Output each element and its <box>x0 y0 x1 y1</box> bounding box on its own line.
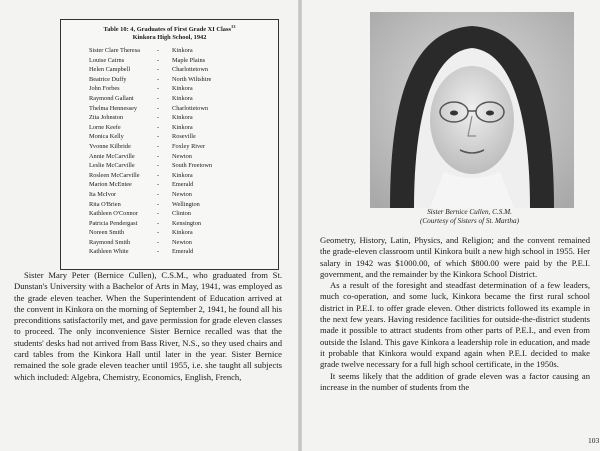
graduate-name: Leslie McCarville <box>89 162 135 170</box>
row-separator: - <box>157 104 160 112</box>
graduate-name: Raymond Gallant <box>89 94 134 102</box>
table-row <box>89 228 279 238</box>
row-separator: - <box>157 133 160 141</box>
graduates-table <box>60 19 279 270</box>
row-separator: - <box>157 190 160 198</box>
row-separator: - <box>157 229 160 237</box>
graduate-hometown: Kinkora <box>172 229 193 237</box>
page-number: 103 <box>588 436 600 445</box>
graduate-hometown: Kinkora <box>172 85 193 93</box>
graduate-name: Annie McCarville <box>89 152 135 160</box>
graduate-hometown: Foxley River <box>172 142 206 150</box>
graduate-hometown: Newton <box>172 190 192 198</box>
paragraph: It seems likely that the addition of grade eleven was a factor causing an increase in the number of students from the <box>320 370 590 392</box>
row-separator: - <box>157 200 160 208</box>
row-separator: - <box>157 210 160 218</box>
right-page <box>302 0 600 451</box>
row-separator: - <box>157 75 160 83</box>
row-separator: - <box>157 152 160 160</box>
graduate-name: Kathleen O'Connor <box>89 210 138 218</box>
graduate-hometown: Maple Plains <box>172 56 206 64</box>
graduate-name: Ita McIvor <box>89 190 117 198</box>
row-separator: - <box>157 181 160 189</box>
table-row <box>89 190 279 200</box>
row-separator: - <box>157 162 160 170</box>
graduate-name: Rita O'Brien <box>89 200 121 208</box>
graduate-hometown: Wellington <box>172 200 200 208</box>
graduate-name: Sister Clare Theresa <box>89 47 140 54</box>
graduate-hometown: Kinkora <box>172 114 193 122</box>
row-separator: - <box>157 171 160 179</box>
paragraph: Geometry, History, Latin, Physics, and Religion; and the convent remained the grade-eleven classroom until Kinkora built a new high school in 1955. Her salary in 1942 was $1000.00, of which $800.00 were paid by the P.E.I. government, and the remainder by the Kinkora School District. <box>320 235 590 279</box>
table-row <box>89 132 279 142</box>
table-caption-note: 13 <box>230 24 236 29</box>
table-row <box>89 123 279 133</box>
table-row <box>89 247 279 257</box>
row-separator: - <box>157 219 160 227</box>
table-row <box>89 219 279 229</box>
right-body-text <box>320 235 590 393</box>
table-caption-line1: Table 10: 4, Graduates of First Grade XI Class <box>103 26 231 34</box>
table-caption-line2: Kinkora High School, 1942 <box>132 34 207 42</box>
table-row <box>89 142 279 152</box>
graduate-name: Thelma Hennessey <box>89 104 138 112</box>
row-separator: - <box>157 142 160 150</box>
left-page <box>0 0 298 451</box>
table-row <box>89 180 279 190</box>
graduate-hometown: Emerald <box>172 248 194 256</box>
row-separator: - <box>157 94 160 102</box>
table-row <box>89 94 279 104</box>
table-row <box>89 56 279 66</box>
graduate-hometown: Newton <box>172 238 192 246</box>
table-row <box>89 209 279 219</box>
graduate-hometown: Kinkora <box>172 94 193 102</box>
table-row <box>89 46 279 56</box>
portrait-image <box>370 12 574 208</box>
graduate-name: Lorne Keefe <box>89 123 121 131</box>
paragraph: Sister Mary Peter (Bernice Cullen), C.S.M., who graduated from St. Dunstan's University with a Bachelor of Arts in May, 1941, was employed as the grade eleven teacher. When the Superintendent of Education arrived at the convent in Kinkora on the morning of September 2, 1941, he found all his preconditions satisfactorily met, and gave permission for grade eleven classes to proceed. The only inconvenience Sister Bernice recalled was that the students' desks had not arrived from Bass River, N.S., so they used chairs and card tables from the Kinkora Hall until later in the year. Sister Bernice remained the sole grade eleven teacher until 1955, i.e. she taught all subjects which included: Algebra, Chemistry, Economics, English, French, <box>14 270 282 382</box>
graduate-hometown: Charlottetown <box>172 66 209 74</box>
left-body-text <box>14 270 282 383</box>
graduate-name: Patricia Pendergast <box>89 219 138 227</box>
portrait-photo <box>370 12 574 208</box>
table-row <box>89 200 279 210</box>
row-separator: - <box>157 47 160 54</box>
graduate-hometown: South Freetown <box>172 162 213 170</box>
graduate-name: Zita Johnston <box>89 114 124 122</box>
graduate-name: Monica Kelly <box>89 133 124 141</box>
graduate-hometown: Kensington <box>172 219 202 227</box>
graduate-name: Yvonne Kilbride <box>89 142 131 150</box>
table-caption <box>61 23 278 42</box>
row-separator: - <box>157 85 160 93</box>
graduate-hometown: Charlottetown <box>172 104 209 112</box>
table-row <box>89 104 279 114</box>
photo-caption-line2: (Courtesy of Sisters of St. Martha) <box>419 217 520 225</box>
table-row <box>89 161 279 171</box>
table-row <box>89 84 279 94</box>
photo-caption <box>362 208 577 226</box>
paragraph: As a result of the foresight and steadfast determination of a few leaders, much co-operation, and some luck, Kinkora became the first rural school district in P.E.I. to offer grade eleven. Other districts followed its example in the next few years. Having residence facilities for outside-the-district students made it possible to attract students from other parts of P.E.I., and even from outside the Island. This gave Kinkora a leadership role in education, and made it probable that Kinkora would expand again when P.E.I. decided to make grade twelve necessary for a full high school certificate, in the 1950s. <box>320 280 590 370</box>
table-row <box>89 238 279 248</box>
row-separator: - <box>157 248 160 256</box>
table-rows <box>89 46 279 257</box>
graduate-hometown: North Wiltshire <box>172 75 212 83</box>
row-separator: - <box>157 123 160 131</box>
row-separator: - <box>157 56 160 64</box>
table-row <box>89 75 279 85</box>
graduate-name: Rosleen McCarville <box>89 171 140 179</box>
graduate-name: Noreen Smith <box>89 229 125 237</box>
graduate-name: John Forbes <box>89 85 120 93</box>
table-row <box>89 152 279 162</box>
row-separator: - <box>157 238 160 246</box>
graduate-name: Beatrice Duffy <box>89 75 127 83</box>
table-row <box>89 171 279 181</box>
graduate-name: Marion McEntee <box>89 181 132 189</box>
row-separator: - <box>157 66 160 74</box>
row-separator: - <box>157 114 160 122</box>
graduate-hometown: Kinkora <box>172 171 193 179</box>
photo-caption-line1: Sister Bernice Cullen, C.S.M. <box>427 208 512 216</box>
table-row <box>89 65 279 75</box>
table-row <box>89 113 279 123</box>
graduate-hometown: Clinton <box>172 210 191 218</box>
graduate-name: Raymond Smith <box>89 238 131 246</box>
graduate-hometown: Kinkora <box>172 123 193 131</box>
graduate-name: Louise Cairns <box>89 56 125 64</box>
graduate-name: Helen Campbell <box>89 66 131 74</box>
graduate-hometown: Newton <box>172 152 192 160</box>
graduate-hometown: Emerald <box>172 181 194 189</box>
graduate-hometown: Roseville <box>172 133 196 141</box>
graduate-name: Kathleen White <box>89 248 129 256</box>
graduate-hometown: Kinkora <box>172 47 193 54</box>
